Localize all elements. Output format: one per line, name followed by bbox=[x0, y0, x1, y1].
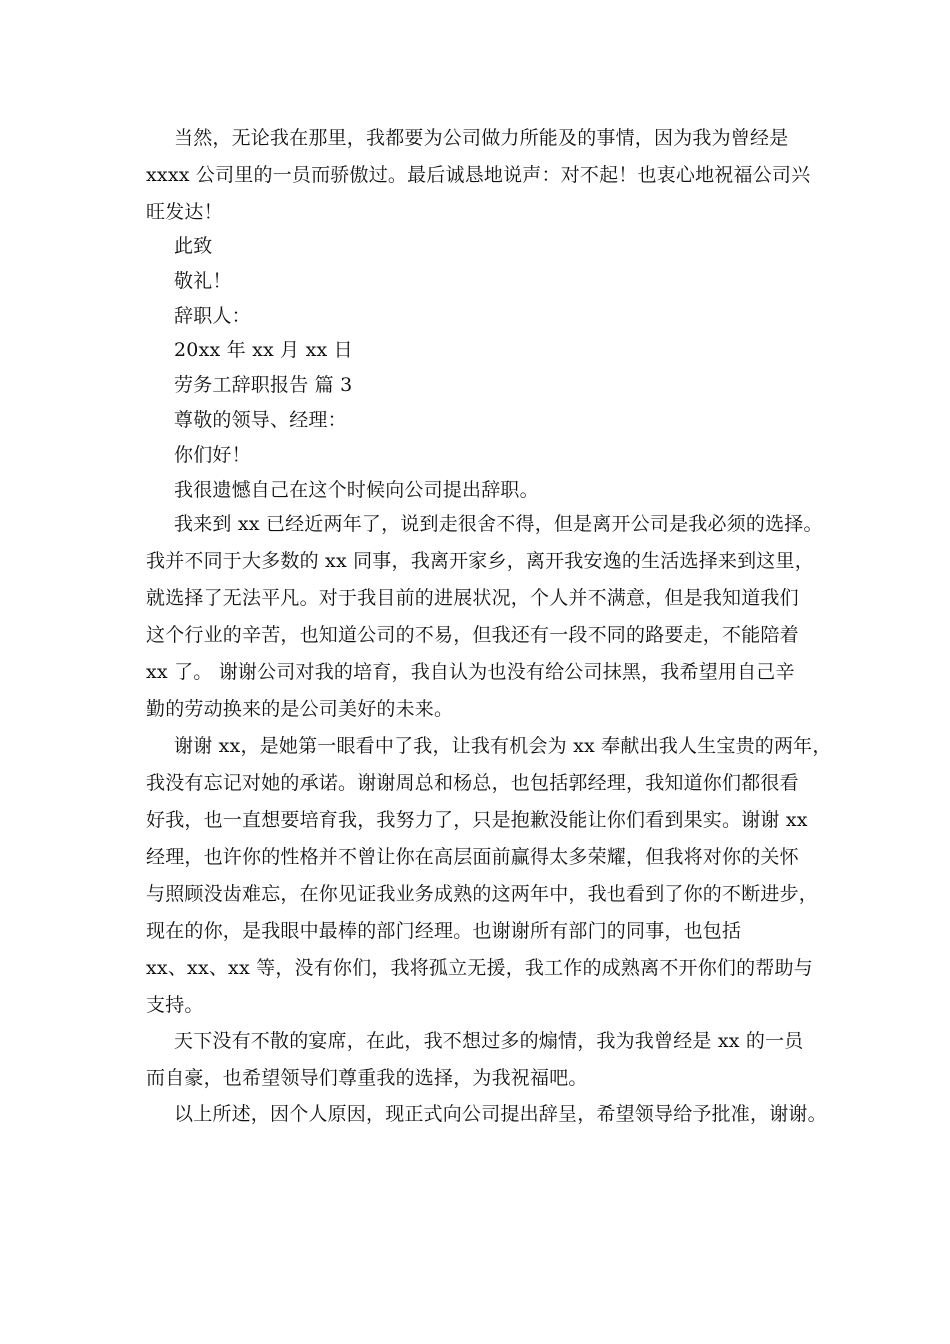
closing-salutation: 此致 bbox=[174, 235, 213, 257]
paragraph-line: 我没有忘记对她的承诺。谢谢周总和杨总，也包括郭经理，我知道你们都很看 bbox=[146, 772, 799, 794]
greeting-recipient: 尊敬的领导、经理： bbox=[174, 409, 347, 431]
paragraph-line: 谢谢 xx，是她第一眼看中了我，让我有机会为 xx 奉献出我人生宝贵的两年， bbox=[174, 735, 832, 757]
paragraph-line: xxxx 公司里的一员而骄傲过。最后诚恳地说声：对不起！也衷心地祝福公司兴 bbox=[146, 164, 811, 186]
paragraph-line: 现在的你，是我眼中最棒的部门经理。也谢谢所有部门的同事，也包括 bbox=[146, 920, 742, 942]
paragraph-line: 好我，也一直想要培育我，我努力了，只是抱歉没能让你们看到果实。谢谢 xx bbox=[146, 809, 808, 831]
paragraph-line: 就选择了无法平凡。对于我目前的进展状况，个人并不满意，但是我知道我们 bbox=[146, 587, 799, 609]
paragraph-line: 这个行业的辛苦，也知道公司的不易，但我还有一段不同的路要走，不能陪着 bbox=[146, 624, 799, 646]
date-line: 20xx 年 xx 月 xx 日 bbox=[174, 339, 353, 361]
paragraph-line: 当然，无论我在那里，我都要为公司做力所能及的事情，因为我为曾经是 bbox=[174, 127, 789, 149]
paragraph-line: 经理，也许你的性格并不曾让你在高层面前赢得太多荣耀，但我将对你的关怀 bbox=[146, 846, 799, 868]
paragraph-line: 我很遗憾自己在这个时候向公司提出辞职。 bbox=[174, 479, 539, 501]
paragraph-line: 而自豪，也希望领导们尊重我的选择，为我祝福吧。 bbox=[146, 1067, 588, 1089]
signature-label: 辞职人： bbox=[174, 305, 251, 327]
paragraph-line: 我并不同于大多数的 xx 同事，我离开家乡，离开我安逸的生活选择来到这里， bbox=[146, 550, 814, 572]
section-heading: 劳务工辞职报告 篇 3 bbox=[174, 374, 353, 396]
paragraph-line: 勤的劳动换来的是公司美好的未来。 bbox=[146, 698, 454, 720]
closing-regards: 敬礼！ bbox=[174, 270, 232, 292]
paragraph-line: 以上所述，因个人原因，现正式向公司提出辞呈，希望领导给予批准，谢谢。 bbox=[174, 1103, 827, 1125]
greeting-hello: 你们好！ bbox=[174, 444, 251, 466]
paragraph-line: 天下没有不散的宴席，在此，我不想过多的煽情，我为我曾经是 xx 的一员 bbox=[174, 1030, 804, 1052]
paragraph-line: xx 了。 谢谢公司对我的培育，我自认为也没有给公司抹黑，我希望用自己辛 bbox=[146, 661, 795, 683]
paragraph-line: 与照顾没齿难忘，在你见证我业务成熟的这两年中，我也看到了你的不断进步， bbox=[146, 883, 819, 905]
paragraph-line: xx、xx、xx 等，没有你们，我将孤立无援，我工作的成熟离不开你们的帮助与 bbox=[146, 957, 813, 979]
paragraph-line: 支持。 bbox=[146, 994, 204, 1016]
paragraph-line: 旺发达！ bbox=[146, 201, 223, 223]
paragraph-line: 我来到 xx 已经近两年了，说到走很舍不得，但是离开公司是我必须的选择。 bbox=[174, 513, 823, 535]
